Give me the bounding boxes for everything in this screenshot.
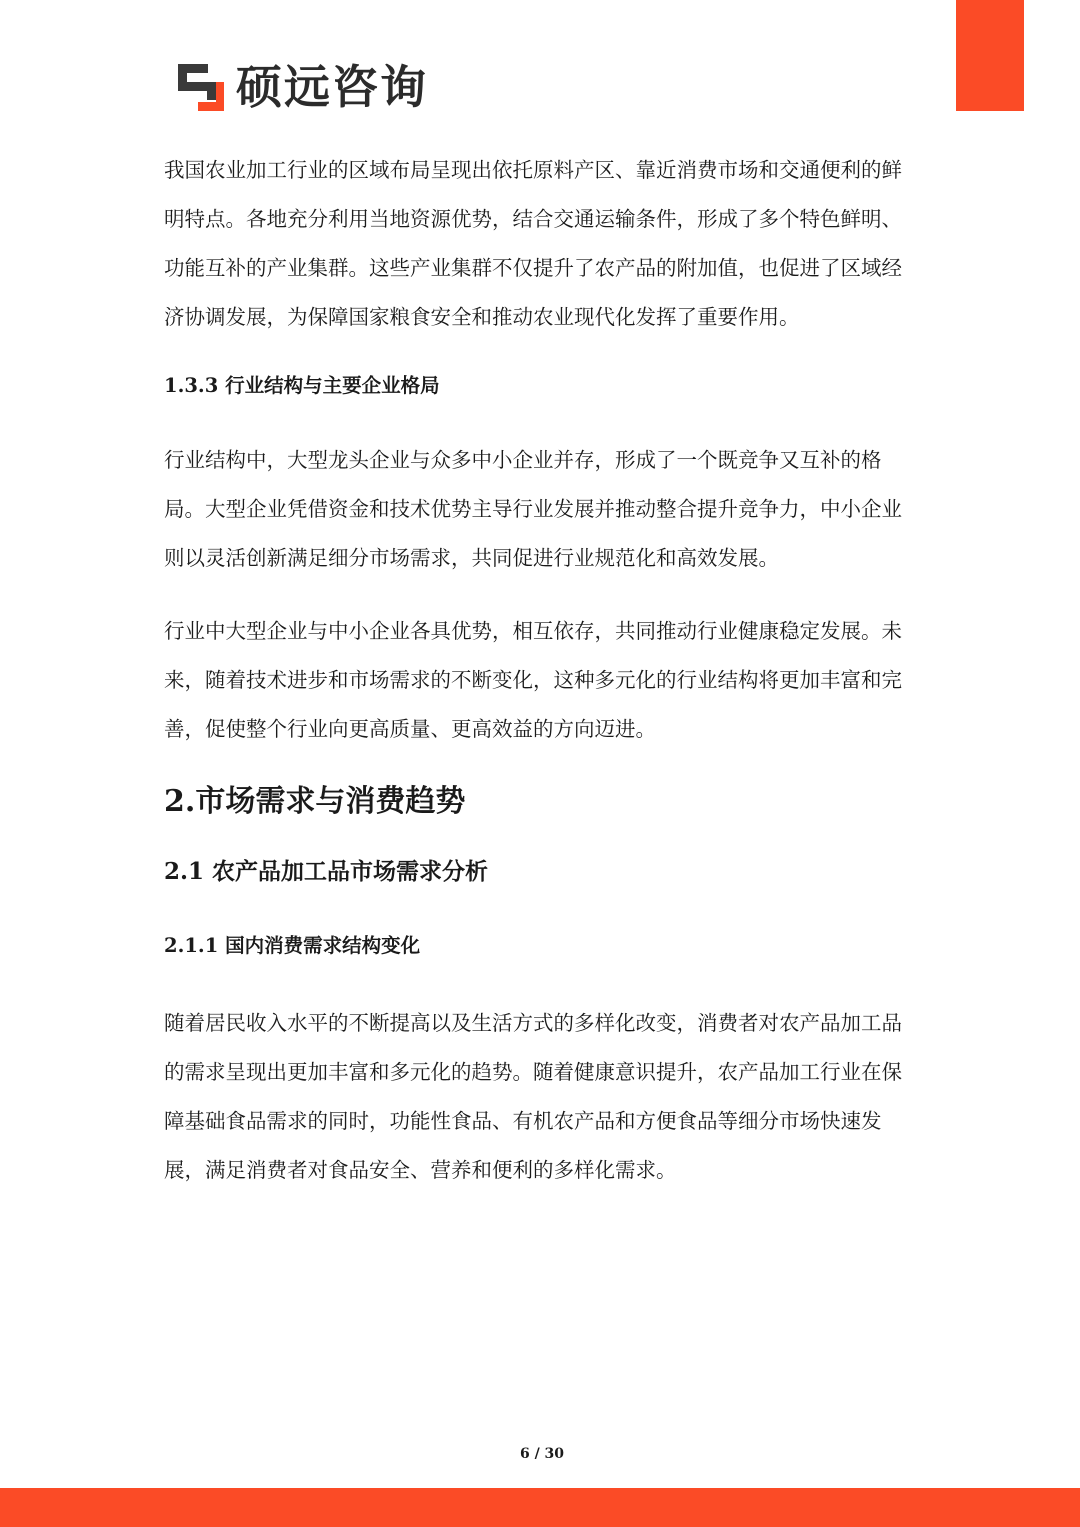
heading-2: 2.市场需求与消费趋势 xyxy=(164,784,466,819)
brand-name: 硕远咨询 xyxy=(236,60,428,114)
page-number: 6 / 30 xyxy=(519,1446,565,1462)
page-content xyxy=(164,146,916,1195)
top-accent-bar xyxy=(956,0,1024,111)
paragraph-domestic-demand: 随着居民收入水平的不断提高以及生活方式的多样化改变，消费者对农产品加工品的需求呈现出更加丰富和多元化的趋势。随着健康意识提升，农产品加工行业在保障基础食品需求的同时，功能性食品、有机农产品和方便食品等细分市场快速发展，满足消费者对食品安全、营养和便利的多样化需求。 xyxy=(164,1011,902,1182)
heading-2-1-1: 2.1.1 国内消费需求结构变化 xyxy=(164,934,421,957)
heading-1-3-3: 1.3.3 行业结构与主要企业格局 xyxy=(164,374,440,397)
heading-2-1: 2.1 农产品加工品市场需求分析 xyxy=(164,858,489,885)
bottom-accent-bar xyxy=(0,1488,1080,1527)
paragraph-industry-structure: 行业结构中，大型龙头企业与众多中小企业并存，形成了一个既竞争又互补的格局。大型企业凭借资金和技术优势主导行业发展并推动整合提升竞争力，中小企业则以灵活创新满足细分市场需求，共同促进行业规范化和高效发展。 xyxy=(164,448,902,570)
brand-logo xyxy=(176,60,428,114)
paragraph-regional-layout: 我国农业加工行业的区域布局呈现出依托原料产区、靠近消费市场和交通便利的鲜明特点。各地充分利用当地资源优势，结合交通运输条件，形成了多个特色鲜明、功能互补的产业集群。这些产业集群不仅提升了农产品的附加值，也促进了区域经济协调发展，为保障国家粮食安全和推动农业现代化发挥了重要作用。 xyxy=(164,158,902,329)
brand-s-logo-icon xyxy=(176,62,226,112)
paragraph-enterprise-advantages: 行业中大型企业与中小企业各具优势，相互依存，共同推动行业健康稳定发展。未来，随着技术进步和市场需求的不断变化，这种多元化的行业结构将更加丰富和完善，促使整个行业向更高质量、更高效益的方向迈进。 xyxy=(164,619,902,741)
